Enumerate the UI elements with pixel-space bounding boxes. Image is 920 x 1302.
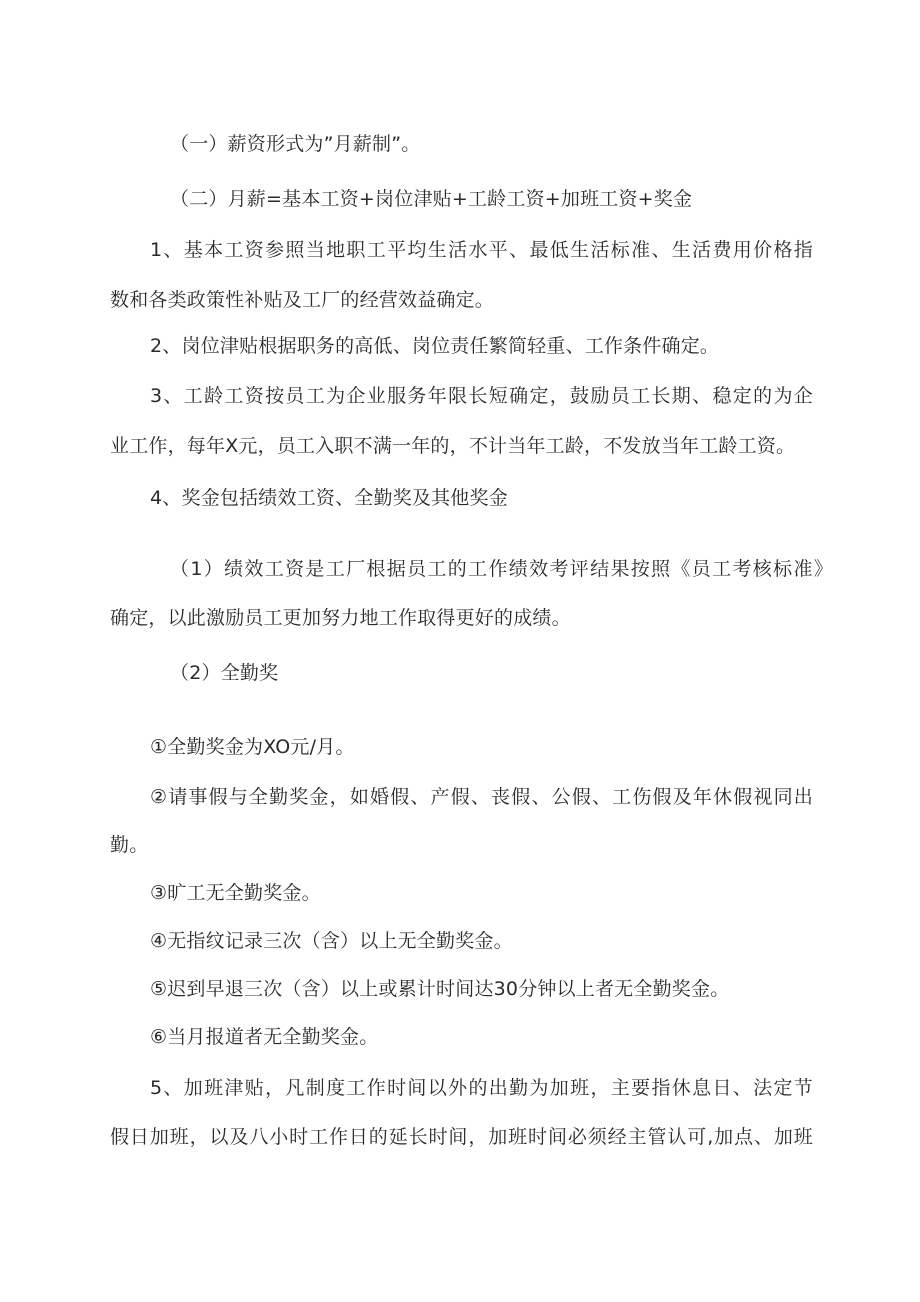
paragraph-1-line-1: 1、基本工资参照当地职工平均生活水平、最低生活标准、生活费用价格指 [150,239,813,261]
paragraph-2: 2、岗位津贴根据职务的高低、岗位责任繁简轻重、工作条件确定。 [150,335,720,357]
item-1-line-1: （1）绩效工资是工厂根据员工的工作绩效考评结果按照《员工考核标准》 [170,558,833,580]
attendance-rule-1: ①全勤奖金为XO元/月。 [150,736,355,758]
paragraph-4: 4、奖金包括绩效工资、全勤奖及其他奖金 [150,487,508,509]
section-1-heading: （一）薪资形式为”月薪制”。 [170,133,421,155]
attendance-rule-2-line-2: 勤。 [110,834,149,856]
paragraph-1-line-2: 数和各类政策性补贴及工厂的经营效益确定。 [110,289,495,311]
attendance-rule-2-line-1: ②请事假与全勤奖金，如婚假、产假、丧假、公假、工伤假及年休假视同出 [150,786,813,808]
paragraph-3-line-2: 业工作，每年X元，员工入职不满一年的，不计当年工龄，不发放当年工龄工资。 [110,435,796,457]
paragraph-5-line-2: 假日加班，以及八小时工作日的延长时间，加班时间必须经主管认可,加点、加班 [110,1126,813,1148]
attendance-rule-3: ③旷工无全勤奖金。 [150,882,321,904]
attendance-rule-6: ⑥当月报道者无全勤奖金。 [150,1026,379,1048]
item-2-heading: （2）全勤奖 [170,662,279,684]
item-1-line-2: 确定，以此激励员工更加努力地工作取得更好的成绩。 [110,607,571,629]
section-2-heading: （二）月薪=基本工资+岗位津贴+工龄工资+加班工资+奖金 [170,188,693,210]
attendance-rule-5: ⑤迟到早退三次（含）以上或累计时间达30分钟以上者无全勤奖金。 [150,978,730,1000]
attendance-rule-4: ④无指纹记录三次（含）以上无全勤奖金。 [150,930,513,952]
paragraph-3-line-1: 3、工龄工资按员工为企业服务年限长短确定，鼓励员工长期、稳定的为企 [150,385,813,407]
paragraph-5-line-1: 5、加班津贴，凡制度工作时间以外的出勤为加班，主要指休息日、法定节 [150,1077,813,1099]
